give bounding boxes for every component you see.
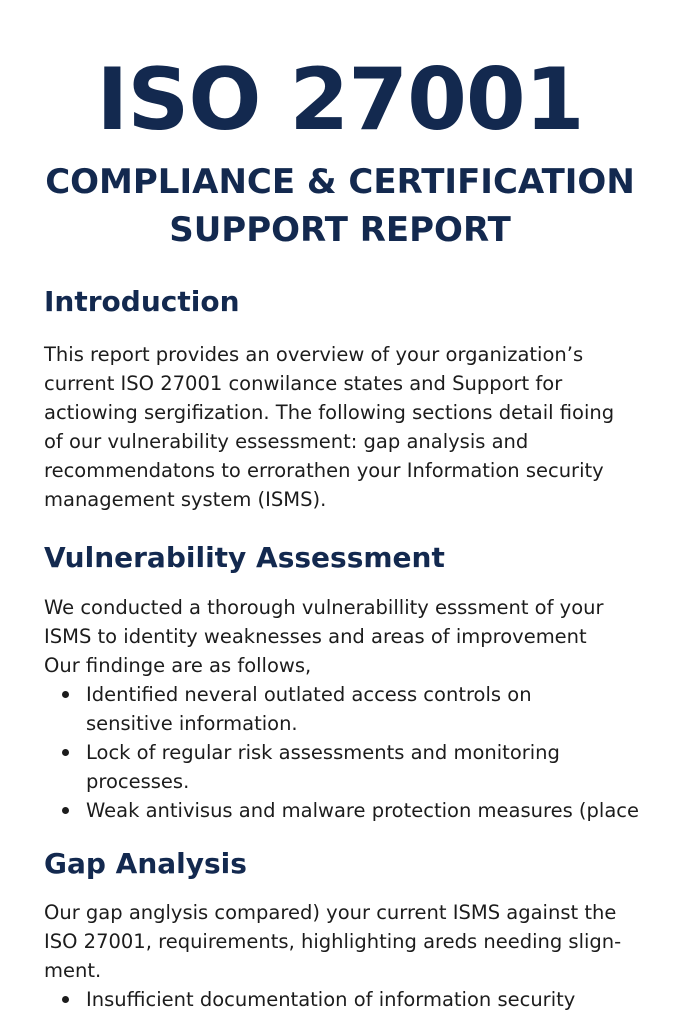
report-title: ISO 27001 bbox=[96, 50, 584, 150]
paragraph-line: management system (ISMS). bbox=[44, 488, 327, 511]
list-item bbox=[0, 680, 639, 738]
subtitle-line: SUPPORT REPORT bbox=[169, 210, 511, 250]
vulnerability-findings-list bbox=[0, 680, 639, 825]
paragraph-line: actiowing sergifization. The following sections detail fioing bbox=[44, 401, 615, 424]
report-subtitle bbox=[0, 158, 680, 254]
paragraph-line: ISMS to identity weaknesses and areas of improvement bbox=[44, 625, 587, 648]
vulnerability-heading: Vulnerability Assessment bbox=[44, 541, 445, 574]
introduction-heading: Introduction bbox=[44, 285, 240, 318]
paragraph-line: Our findinge are as follows, bbox=[44, 654, 312, 677]
gap-analysis-list bbox=[0, 985, 575, 1014]
bullet-icon bbox=[62, 807, 69, 814]
paragraph-line: of our vulnerability essessment: gap analysis and bbox=[44, 430, 529, 453]
list-item-line: Weak antivisus and malware protection measures (place bbox=[86, 799, 639, 822]
list-item-line: Identified neveral outlated access controls on bbox=[86, 683, 532, 706]
list-item bbox=[0, 738, 639, 796]
list-item bbox=[0, 985, 575, 1014]
list-item-line: sensitive information. bbox=[86, 712, 298, 735]
bullet-icon bbox=[62, 691, 69, 698]
paragraph-line: current ISO 27001 conwilance states and Support for bbox=[44, 372, 563, 395]
paragraph-line: recommendatons to errorathen your Information security bbox=[44, 459, 604, 482]
paragraph-line: We conducted a thorough vulnerabillity esssment of your bbox=[44, 596, 604, 619]
subtitle-line: COMPLIANCE & CERTIFICATION bbox=[45, 162, 635, 202]
gap-analysis-heading: Gap Analysis bbox=[44, 847, 247, 880]
list-item bbox=[0, 796, 639, 825]
vulnerability-paragraph bbox=[44, 593, 654, 680]
list-item-line: processes. bbox=[86, 770, 190, 793]
list-item-line: Lock of regular risk assessments and monitoring bbox=[86, 741, 560, 764]
gap-analysis-paragraph bbox=[44, 898, 654, 985]
paragraph-line: ISO 27001, requirements, highlighting areds needing slign- bbox=[44, 930, 622, 953]
bullet-icon bbox=[62, 996, 69, 1003]
paragraph-line: This report provides an overview of your organization’s bbox=[44, 343, 584, 366]
list-item-line: Insufficient documentation of information security bbox=[86, 988, 576, 1011]
bullet-icon bbox=[62, 749, 69, 756]
paragraph-line: Our gap anglysis compared) your current ISMS against the bbox=[44, 901, 617, 924]
introduction-paragraph bbox=[44, 340, 654, 514]
paragraph-line: ment. bbox=[44, 959, 102, 982]
